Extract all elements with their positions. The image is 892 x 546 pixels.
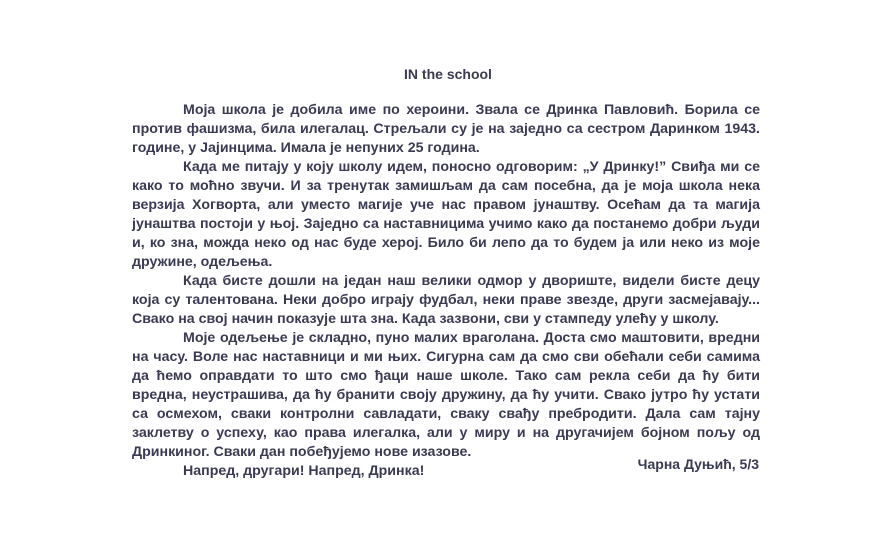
document-body <box>132 101 760 481</box>
paragraph-2: Када ме питају у коју школу идем, поносно одговорим: „У Дринку!” Свиђа ми се како то моћно звучи. И за тренутак замишљам да сам посебна, да је моја школа нека верзија Хогворта, али уместо магије уче нас правом јунаштву. Осећам да та магија јунаштва постоји у њој. Заједно са наставницима учимо како да постанемо добри људи и, ко зна, можда неко од нас буде херој. Било би лепо да то будем ја или неко из моје дружине, одељења. <box>132 159 760 270</box>
paragraph-1: Моја школа је добила име по хероини. Звала се Дринка Павловић. Борила се против фашизма, била илегалац. Стрељали су је на заједно са сестром Даринком 1943. године, у Јајинцима. Имала је непуних 25 година. <box>132 102 760 156</box>
paragraph-5: Напред, другари! Напред, Дринка! <box>183 463 425 479</box>
author-signature: Чарна Дуњић, 5/3 <box>637 456 759 472</box>
paragraph-4: Моје одељење је складно, пуно малих враголана. Доста смо маштовити, вредни на часу. Воле нас наставници и ми њих. Сигурна сам да смо сви обећали себи самима да ћемо оправдати то што смо ђаци наше школе. Тако сам рекла себи да ћу бити вредна, неустрашива, да ћу бранити своју дружину, да ћу учити. Свако јутро ћу устати са осмехом, сваки контролни савладати, сваку свађу пребродити. Дала сам тајну заклетву о успеху, као права илегалка, али у миру и на другачијем бојном пољу од Дринкиног. Сваки дан побеђујемо нове изазове. <box>132 330 760 460</box>
paragraph-3: Када бисте дошли на један наш велики одмор у двориште, видели бисте децу која су талентована. Неки добро играју фудбал, неки праве звезде, други засмејавају... Свако на свој начин показује шта зна. Када зазвони, сви у стампеду улећу у школу. <box>132 273 760 327</box>
document-title: IN the school <box>404 66 492 82</box>
